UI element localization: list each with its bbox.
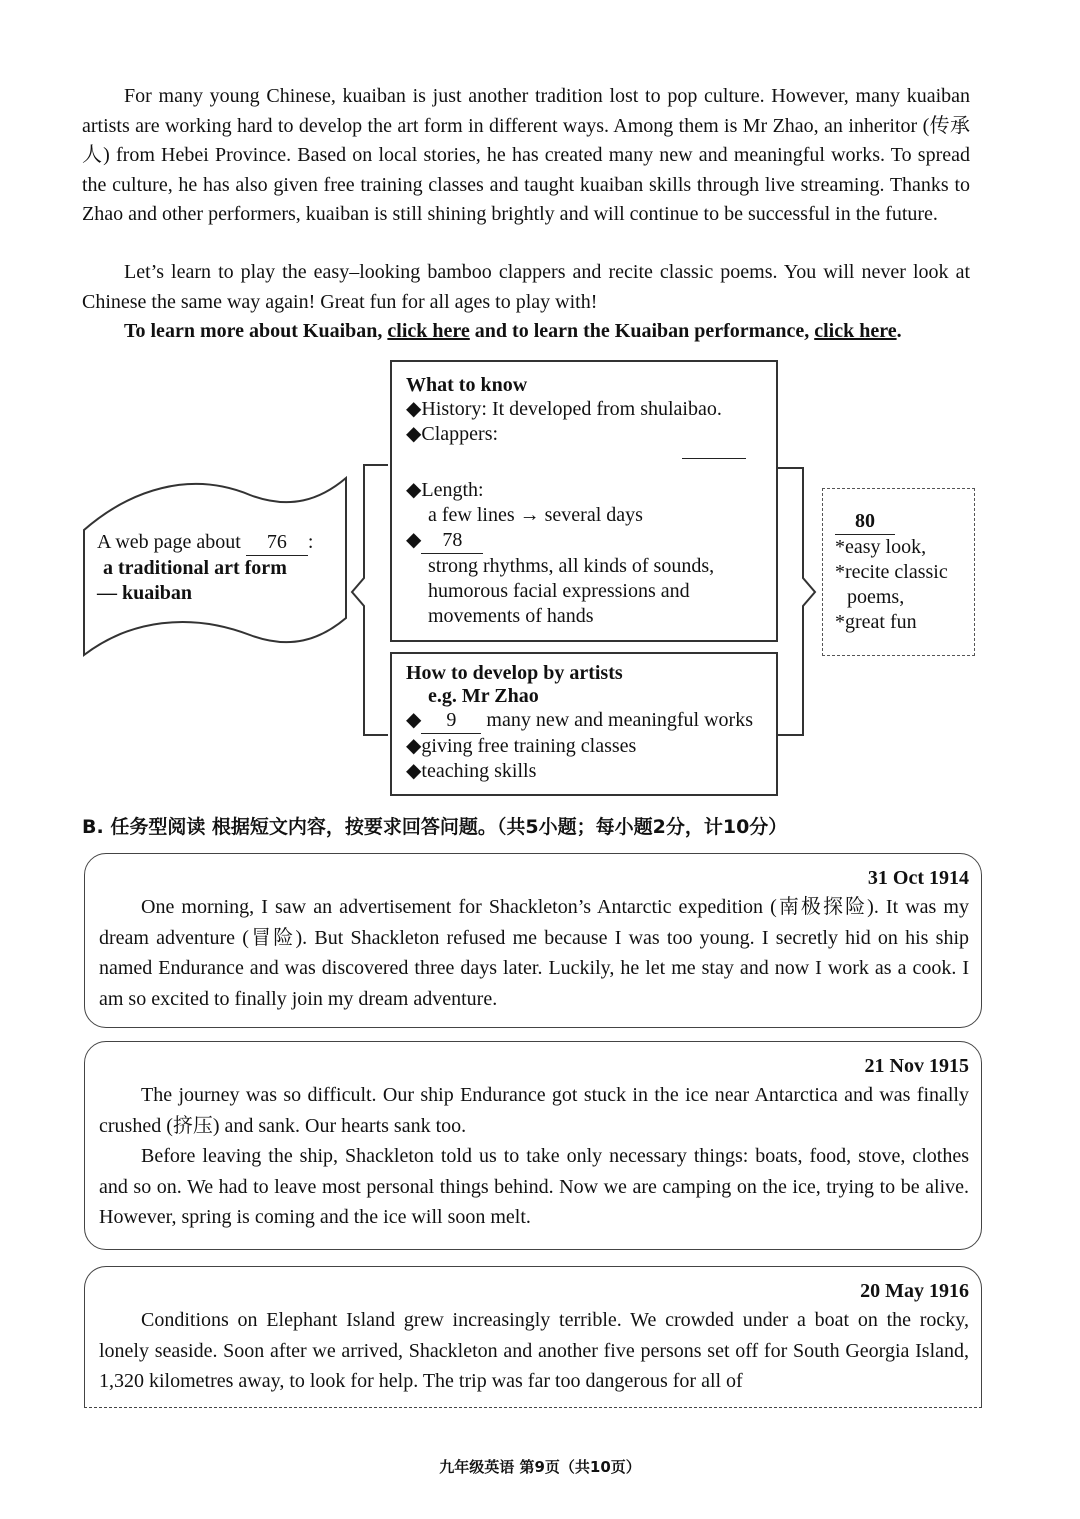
blank-76[interactable]: 76 — [246, 530, 308, 556]
fun-features-box — [822, 488, 975, 656]
passage-paragraph-2: Let’s learn to play the easy–looking bamboo clappers and recite classic poems. You will never look at Chinese the same way again! Great fun for all ages to play with! — [82, 261, 970, 313]
develop-title: How to develop by artists — [406, 662, 623, 684]
feature-line-2: humorous facial expressions and — [428, 580, 690, 602]
develop-item-3: ◆teaching skills — [406, 760, 537, 782]
diary-entry-2 — [84, 1041, 982, 1250]
develop-item-1-bullet: ◆ — [406, 709, 422, 731]
blank-78[interactable]: 78 — [421, 528, 483, 554]
links-prefix: To learn more about Kuaiban, — [124, 320, 388, 342]
right-brace — [778, 468, 815, 735]
develop-item-2: ◆giving free training classes — [406, 735, 637, 757]
entry-2-paragraph-1: The journey was so difficult. Our ship Endurance got stuck in the ice near Antarctica and was finally crushed (挤压) and sank. Our hearts sank too. — [99, 1084, 969, 1137]
length-detail: a few lines → several days — [428, 504, 643, 526]
diary-entry-1 — [84, 853, 982, 1028]
clappers-label: ◆Clappers: — [406, 423, 499, 445]
links-suffix: . — [896, 320, 902, 342]
entry-2-date: 21 Nov 1915 — [864, 1055, 969, 1077]
develop-item-1-text: many new and meaningful works — [481, 709, 753, 731]
topic-line-2: a traditional art form — [103, 557, 287, 579]
topic-line-3: — kuaiban — [97, 582, 193, 604]
entry-1-paragraph: One morning, I saw an advertisement for Shackleton’s Antarctic expedition (南极探险). It was my dream adventure (冒险). But Shackleton refused me because I was too young. I secretly hid on his ship named Endurance and was discovered three days later. Luckily, he let me stay and now I work as a cook. I am so excited to finally join my dream adventure. — [99, 896, 969, 1010]
diary-entry-3 — [84, 1266, 982, 1408]
feature-line-3: movements of hands — [428, 605, 594, 627]
blank-79[interactable]: 9 — [421, 708, 481, 734]
entry-3-date: 20 May 1916 — [860, 1280, 969, 1302]
topic-colon: : — [307, 531, 314, 553]
fun-item-1: *easy look, — [835, 536, 927, 558]
passage-paragraph-1: For many young Chinese, kuaiban is just another tradition lost to pop culture. However, many kuaiban artists are working hard to develop the art form in different ways. Among them is Mr Zhao, an inheritor (传承人) from Hebei Province. Based on local stories, he has created many new and meaningful works. To spread the culture, he has also given free training classes and taught kuaiban skills through live streaming. Thanks to Zhao and other performers, kuaiban is still shining brightly and will continue to be successful in the future. — [82, 85, 970, 225]
what-to-know-box — [390, 360, 778, 642]
task-b-title: B. 任务型阅读 根据短文内容，按要求回答问题。（共5小题；每小题2分，计10分） — [82, 816, 788, 838]
kuaiban-link[interactable]: click here — [387, 320, 470, 342]
entry-1-date: 31 Oct 1914 — [867, 867, 969, 889]
feature-line-1: strong rhythms, all kinds of sounds, — [428, 555, 715, 577]
fun-item-2: *recite classic — [835, 561, 948, 583]
links-middle: and to learn the Kuaiban performance, — [469, 320, 815, 342]
topic-prefix: A web page about — [97, 531, 246, 553]
entry-2-paragraph-2: Before leaving the ship, Shackleton told us to take only necessary things: boats, food, stove, clothes and so on. We had to leave most personal things behind. Now we are camping on the ice, trying to be alive. However, spring is coming and the ice will soon melt. — [99, 1145, 969, 1228]
page-footer: 九年级英语 第9页（共10页） — [439, 1458, 641, 1476]
what-to-know-title: What to know — [406, 374, 528, 396]
webpage-topic — [97, 530, 313, 606]
blank-80[interactable]: 80 — [835, 509, 895, 535]
fun-item-4: *great fun — [835, 611, 917, 633]
topic-line-1 — [97, 530, 313, 556]
how-to-develop-box — [390, 652, 778, 796]
blank-78-line — [406, 528, 776, 554]
history-line: ◆History: It developed from shulaibao. — [406, 398, 722, 420]
develop-example: e.g. Mr Zhao — [428, 685, 539, 707]
left-brace — [352, 465, 388, 735]
entry-3-paragraph: Conditions on Elephant Island grew increasingly terrible. We crowded under a boat on the rocky, lonely seaside. Soon after we arrived, Shackleton and another five persons set off for South Georgia Island, 1,320 kilometres away, to look for help. The trip was far too dangerous for all of — [99, 1309, 969, 1392]
develop-item-1 — [406, 708, 776, 734]
blank-77[interactable] — [682, 436, 746, 459]
blank-78-bullet: ◆ — [406, 529, 422, 551]
length-line: ◆Length: — [406, 479, 484, 501]
fun-item-3: poems, — [847, 586, 905, 608]
performance-link[interactable]: click here — [814, 320, 897, 342]
clappers-line — [406, 422, 776, 478]
